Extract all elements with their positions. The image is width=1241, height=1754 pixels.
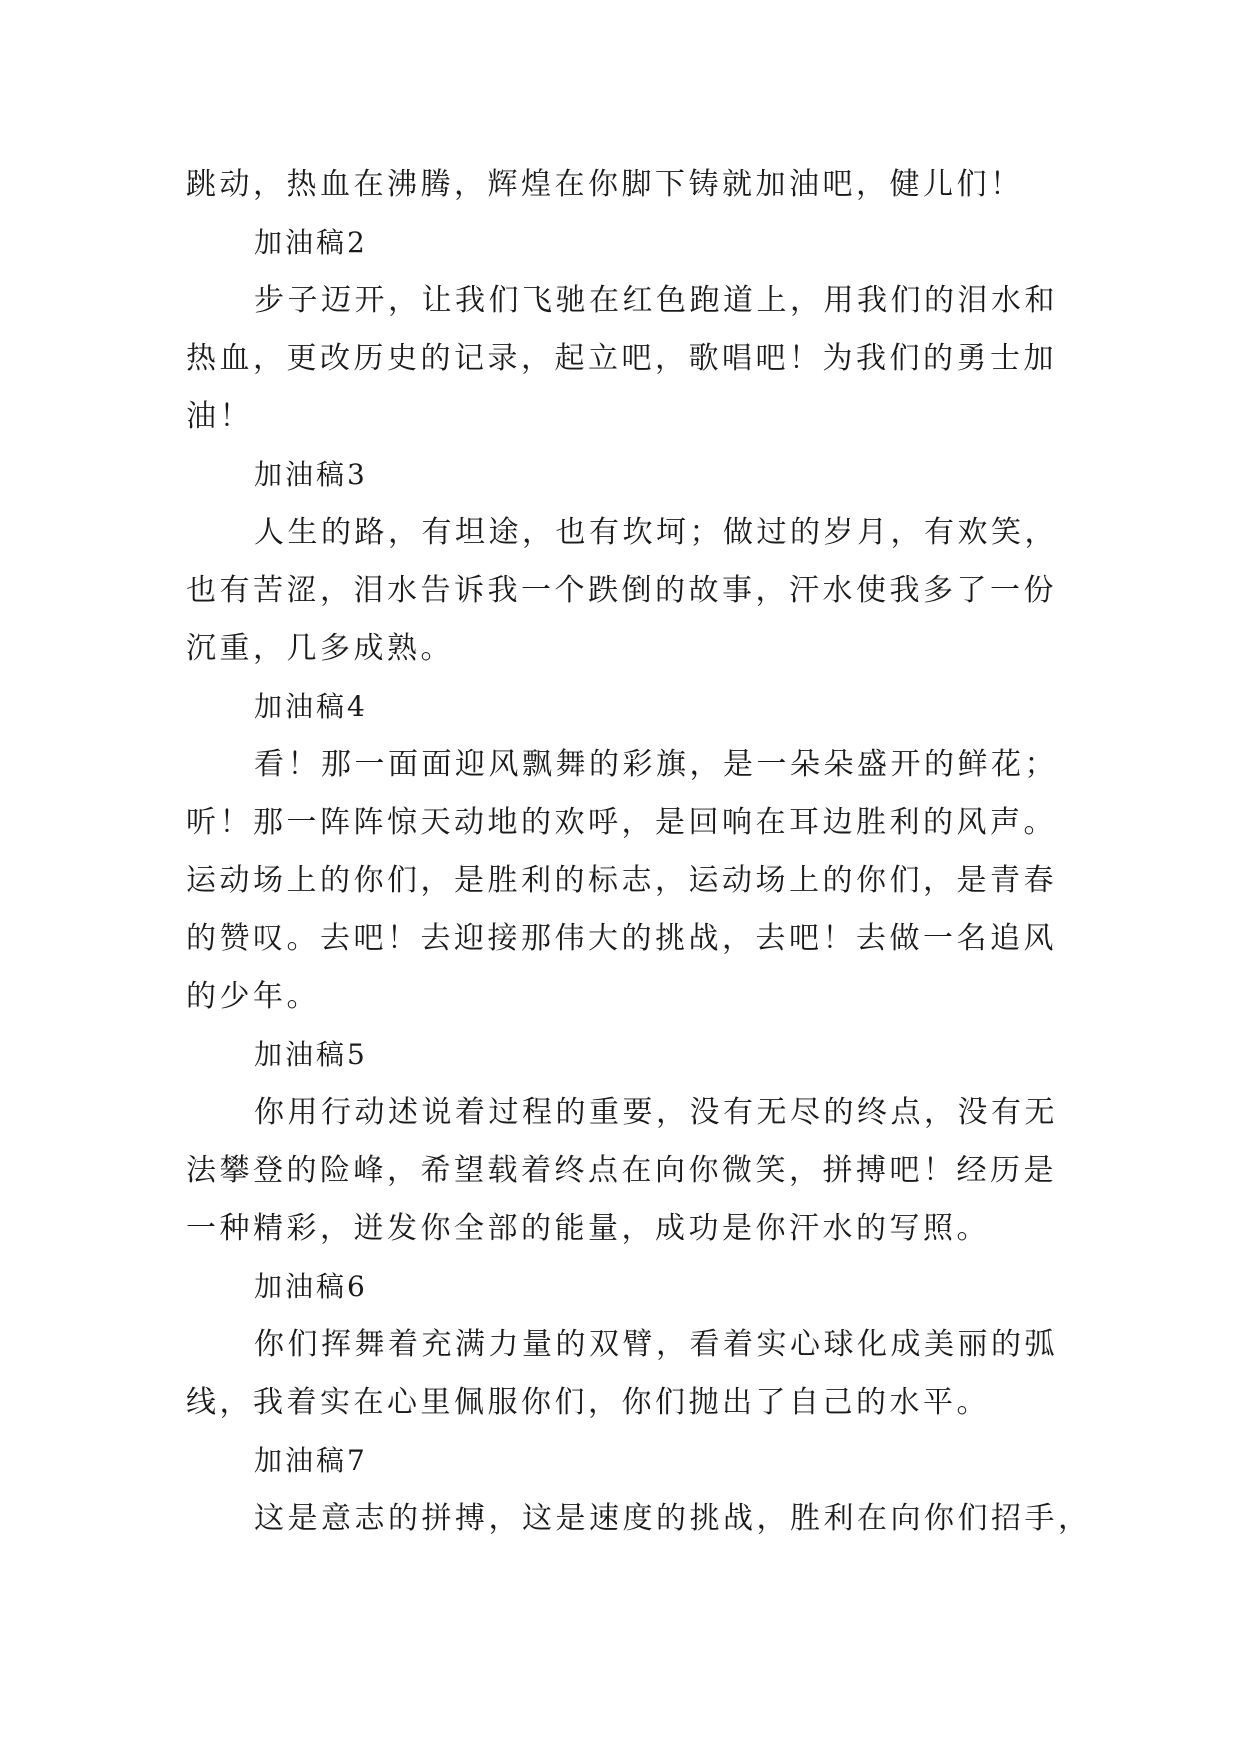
paragraph-line: 听！那一阵阵惊天动地的欢呼，是回响在耳边胜利的风声。 <box>186 805 1057 840</box>
paragraph-line: 你们挥舞着充满力量的双臂，看着实心球化成美丽的弧 <box>254 1327 1058 1362</box>
paragraph-line: 跳动，热血在沸腾，辉煌在你脚下铸就加油吧，健儿们！ <box>186 167 1024 202</box>
section-heading: 加油稿2 <box>254 226 368 259</box>
paragraph-line: 热血，更改历史的记录，起立吧，歌唱吧！为我们的勇士加 <box>186 341 1057 376</box>
section-heading: 加油稿6 <box>254 1270 368 1303</box>
paragraph-line: 也有苦涩，泪水告诉我一个跌倒的故事，汗水使我多了一份 <box>186 573 1057 608</box>
paragraph-line: 步子迈开，让我们飞驰在红色跑道上，用我们的泪水和 <box>254 283 1058 318</box>
paragraph-line: 的赞叹。去吧！去迎接那伟大的挑战，去吧！去做一名追风 <box>186 921 1057 956</box>
section-heading: 加油稿7 <box>254 1444 368 1477</box>
paragraph-line: 人生的路，有坦途，也有坎坷；做过的岁月，有欢笑， <box>254 515 1058 550</box>
paragraph-line: 看！那一面面迎风飘舞的彩旗，是一朵朵盛开的鲜花； <box>254 747 1058 782</box>
paragraph-line: 线，我着实在心里佩服你们，你们抛出了自己的水平。 <box>186 1385 990 1420</box>
paragraph-line: 一种精彩，迸发你全部的能量，成功是你汗水的写照。 <box>186 1211 990 1246</box>
paragraph-line: 法攀登的险峰，希望载着终点在向你微笑，拼搏吧！经历是 <box>186 1153 1057 1188</box>
section-heading: 加油稿3 <box>254 458 368 491</box>
section-heading: 加油稿5 <box>254 1038 368 1071</box>
paragraph-line: 你用行动述说着过程的重要，没有无尽的终点，没有无 <box>254 1095 1058 1130</box>
document-body <box>186 156 1092 1548</box>
paragraph-line: 的少年。 <box>186 979 320 1014</box>
paragraph-line: 沉重，几多成熟。 <box>186 631 454 666</box>
section-heading: 加油稿4 <box>254 690 368 723</box>
paragraph-line: 运动场上的你们，是胜利的标志，运动场上的你们，是青春 <box>186 863 1057 898</box>
paragraph-line: 油！ <box>186 399 253 434</box>
paragraph-line: 这是意志的拼搏，这是速度的挑战，胜利在向你们招手， <box>254 1501 1092 1536</box>
